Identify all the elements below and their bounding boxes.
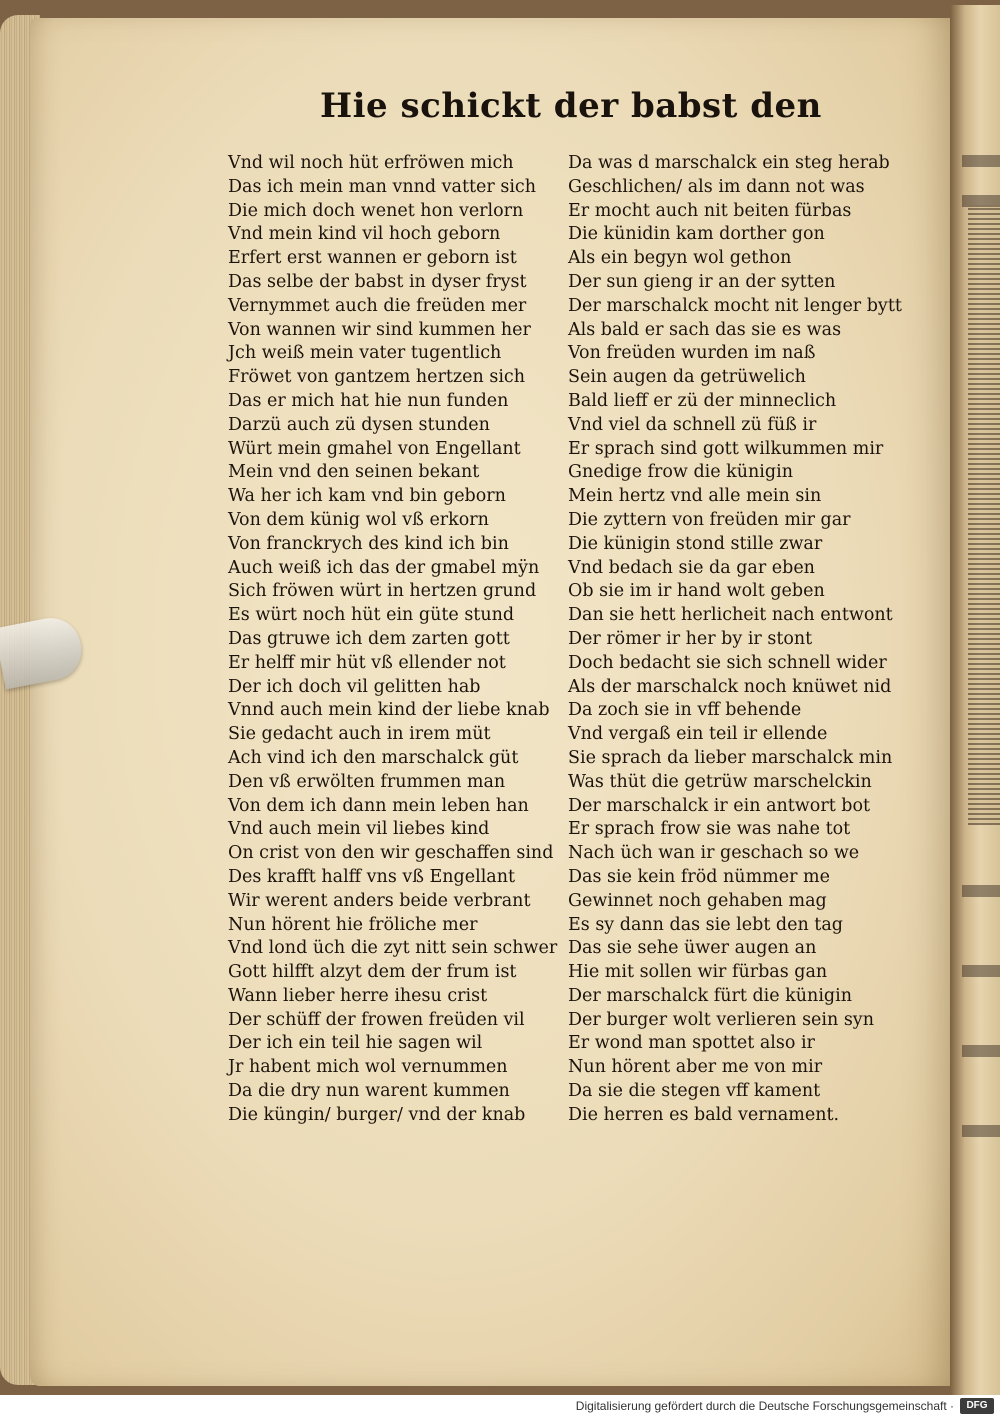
text-line: Darzü auch zü dysen stunden (228, 414, 490, 435)
text-line: Vnnd auch mein kind der liebe knab (228, 700, 550, 721)
text-line: Es sy dann das sie lebt den tag (568, 914, 843, 935)
bleed-text-mark (962, 195, 1000, 207)
right-text-column (568, 152, 902, 1128)
text-line: Jch weiß mein vater tugentlich (228, 343, 502, 364)
bleed-text-mark (962, 965, 1000, 977)
text-line: Die künigin stond stille zwar (568, 533, 823, 554)
text-line: Als ein begyn wol gethon (568, 248, 792, 269)
text-line: Der sun gieng ir an der sytten (568, 271, 836, 292)
footer-bar (0, 1395, 1000, 1418)
text-line: Ob sie im ir hand wolt geben (568, 581, 825, 602)
footer-credit: Digitalisierung gefördert durch die Deutsche Forschungsgemeinschaft · (575, 1399, 954, 1413)
text-line: Auch weiß ich das der gmabel mÿn (228, 557, 540, 578)
text-line: Der marschalck mocht nit lenger bytt (568, 295, 902, 316)
text-line: Die künidin kam dorther gon (568, 224, 825, 245)
text-line: Das gtruwe ich dem zarten gott (228, 628, 510, 649)
text-line: Die mich doch wenet hon verlorn (228, 200, 524, 221)
text-line: Die küngin/ burger/ vnd der knab (228, 1104, 526, 1125)
text-line: Als der marschalck noch knüwet nid (568, 676, 892, 697)
page-heading: Hie schickt der babst den (320, 86, 822, 126)
text-line: Hie mit sollen wir fürbas gan (568, 962, 828, 983)
text-line: Von franckrych des kind ich bin (228, 533, 509, 554)
text-line: Fröwet von gantzem hertzen sich (228, 367, 525, 388)
text-line: Mein vnd den seinen bekant (228, 462, 480, 483)
text-line: Wir werent anders beide verbrant (228, 890, 531, 911)
text-line: Nun hörent hie fröliche mer (228, 914, 478, 935)
text-line: Nach üch wan ir geschach so we (568, 843, 860, 864)
text-line: Das selbe der babst in dyser fryst (228, 271, 527, 292)
text-line: On crist von den wir geschaffen sind (228, 843, 554, 864)
text-line: Ach vind ich den marschalck güt (228, 747, 519, 768)
bleed-text-mark (962, 1125, 1000, 1137)
text-line: Von freüden wurden im naß (568, 343, 816, 364)
text-line: Das sie kein fröd nümmer me (568, 866, 831, 887)
text-line: Von wannen wir sind kummen her (228, 319, 531, 340)
woodcut-illustration-fragment (968, 205, 1000, 825)
text-line: Das ich mein man vnnd vatter sich (228, 176, 536, 197)
text-line: Die zyttern von freüden mir gar (568, 509, 851, 530)
text-line: Er helff mir hüt vß ellender not (228, 652, 506, 673)
text-line: Nun hörent aber me von mir (568, 1057, 823, 1078)
text-line: Der marschalck ir ein antwort bot (568, 795, 871, 816)
text-line: Als bald er sach das sie es was (568, 319, 842, 340)
text-line: Das sie sehe üwer augen an (568, 938, 817, 959)
text-line: Vnd auch mein vil liebes kind (228, 819, 490, 840)
text-line: Die herren es bald vernament. (568, 1104, 840, 1125)
text-line: Von dem ich dann mein leben han (228, 795, 529, 816)
text-line: Es würt noch hüt ein güte stund (228, 605, 515, 626)
text-line: Er sprach sind gott wilkummen mir (568, 438, 884, 459)
text-line: Gewinnet noch gehaben mag (568, 890, 827, 911)
text-line: Bald lieff er zü der minneclich (568, 390, 837, 411)
text-line: Der ich doch vil gelitten hab (228, 676, 481, 697)
text-line: Sich fröwen würt in hertzen grund (228, 581, 537, 602)
text-line: Mein hertz vnd alle mein sin (568, 486, 822, 507)
text-line: Des krafft halff vns vß Engellant (228, 866, 516, 887)
text-line: Er mocht auch nit beiten fürbas (568, 200, 852, 221)
text-line: Da die dry nun warent kummen (228, 1081, 510, 1102)
text-line: Der schüff der frowen freüden vil (228, 1009, 525, 1030)
dfg-logo: DFG (960, 1398, 994, 1414)
text-line: Erfert erst wannen er geborn ist (228, 248, 517, 269)
text-line: Sie gedacht auch in irem müt (228, 724, 491, 745)
text-line: Wa her ich kam vnd bin geborn (228, 486, 506, 507)
text-line: Vnd bedach sie da gar eben (568, 557, 815, 578)
left-text-column (228, 152, 557, 1128)
bleed-text-mark (962, 155, 1000, 167)
text-line: Doch bedacht sie sich schnell wider (568, 652, 887, 673)
text-line: Da was d marschalck ein steg herab (568, 153, 890, 173)
text-line: Da sie die stegen vff kament (568, 1081, 821, 1102)
text-line: Der burger wolt verlieren sein syn (568, 1009, 874, 1030)
text-line: Sein augen da getrüwelich (568, 367, 806, 388)
text-line: Was thüt die getrüw marschelckin (568, 771, 872, 792)
text-line: Gnedige frow die künigin (568, 462, 793, 483)
text-line: Gott hilfft alzyt dem der frum ist (228, 962, 517, 983)
facing-page-edge (950, 5, 1000, 1395)
text-line: Wann lieber herre ihesu crist (228, 985, 488, 1006)
text-line: Der marschalck fürt die künigin (568, 985, 852, 1006)
text-line: Von dem künig wol vß erkorn (228, 509, 489, 530)
text-line: Dan sie hett herlicheit nach entwont (568, 605, 893, 626)
text-line: Das er mich hat hie nun funden (228, 390, 509, 411)
text-line: Er wond man spottet also ir (568, 1033, 815, 1054)
text-line: Vnd mein kind vil hoch geborn (228, 224, 501, 245)
text-line: Geschlichen/ als im dann not was (568, 176, 865, 197)
text-line: Vnd lond üch die zyt nitt sein schwer (228, 938, 558, 959)
text-line: Er sprach frow sie was nahe tot (568, 819, 851, 840)
text-line: Würt mein gmahel von Engellant (228, 438, 521, 459)
bleed-text-mark (962, 885, 1000, 897)
text-line: Den vß erwölten frummen man (228, 771, 506, 792)
text-line: Vnd vergaß ein teil ir ellende (568, 724, 828, 745)
text-line: Vnd wil noch hüt erfröwen mich (228, 153, 514, 173)
text-line: Vernymmet auch die freüden mer (228, 295, 527, 316)
text-line: Der römer ir her by ir stont (568, 628, 813, 649)
text-line: Vnd viel da schnell zü füß ir (568, 414, 817, 435)
text-line: Da zoch sie in vff behende (568, 700, 802, 721)
text-line: Jr habent mich wol vernummen (228, 1057, 508, 1078)
text-line: Sie sprach da lieber marschalck min (568, 747, 893, 768)
bleed-text-mark (962, 1045, 1000, 1057)
text-line: Der ich ein teil hie sagen wil (228, 1033, 483, 1054)
